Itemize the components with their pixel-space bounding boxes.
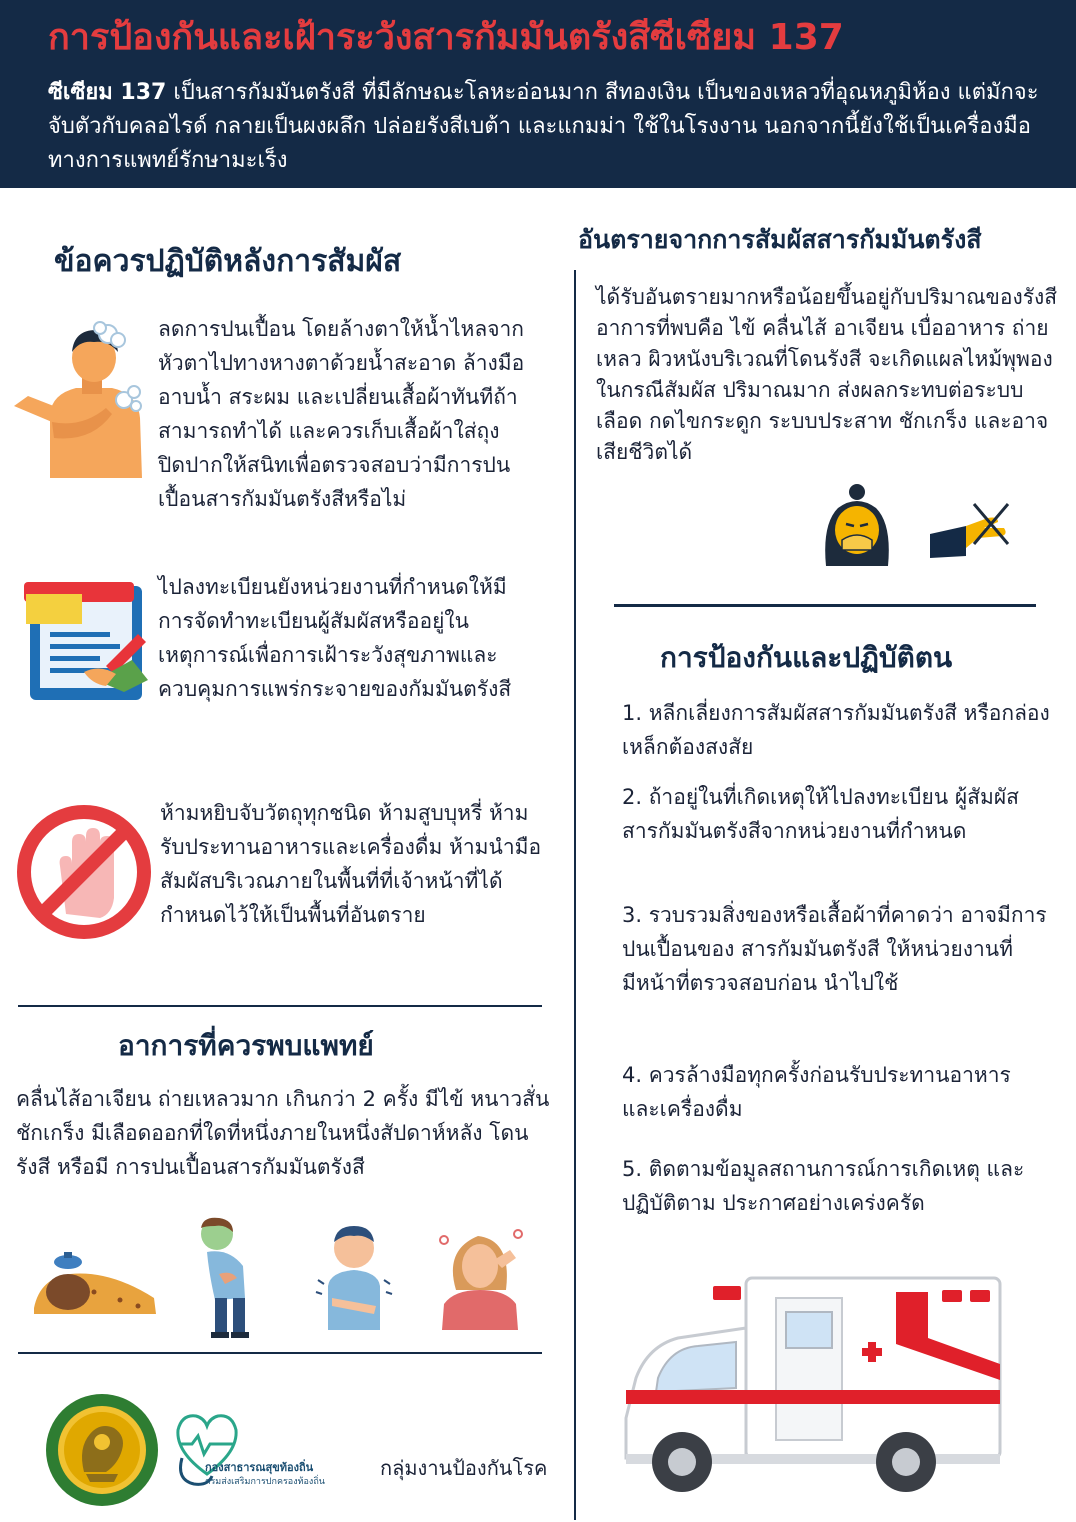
ambulance-icon	[618, 1268, 1008, 1500]
after-contact-heading: ข้อควรปฏิบัติหลังการสัมผัส	[54, 244, 402, 279]
intro-text	[48, 76, 1048, 178]
stomach-ache-person-icon	[185, 1214, 269, 1340]
logo2-line1: กองสาธารณสุขท้องถิ่น	[205, 1461, 314, 1474]
sick-lying-person-icon	[30, 1248, 160, 1318]
department-seal-logo	[44, 1392, 160, 1508]
symptoms-heading: อาการที่ควรพบแพทย์	[118, 1029, 374, 1062]
no-touch-hand-cross-icon	[926, 498, 1014, 560]
footer-group-name: กลุ่มงานป้องกันโรค	[380, 1456, 548, 1480]
after-contact-item-3: ห้ามหยิบจับวัตถุทุกชนิด ห้ามสูบบุหรี่ ห้ามรับประทานอาหารและเครื่องดื่ม ห้ามนำมือสัมผัสบริเวณภายในพื้นที่ที่เจ้าหน้าที่ได้ กำหนดไว้ให้เป็นพื้นที่อันตราย	[160, 801, 542, 927]
symptoms-text: คลื่นไส้อาเจียน ถ่ายเหลวมาก เกินกว่า 2 ครั้ง มีไข้ หนาวสั่น ชักเกร็ง มีเลือดออกที่ใดที่หนึ่งภายในหนึ่งสัปดาห์หลัง โดนรังสี หรือมี การปนเปื้อนสารกัมมันตรังสี	[16, 1087, 550, 1179]
intro-lead: ซีเซียม 137	[48, 80, 167, 105]
divider-right	[614, 604, 1036, 607]
no-touch-hand-icon	[14, 802, 154, 942]
intro-body: เป็นสารกัมมันตรังสี ที่มีลักษณะโลหะอ่อนมาก สีทองเงิน เป็นของเหลวที่อุณหภูมิห้อง แต่มักจะจับตัวกับคลอไรด์ กลายเป็นผงผลึก ปล่อยรังสีเบต้า และแกมม่า ใช้ในโรงงาน นอกจากนี้ยังใช้เป็นเครื่องมือทางการแพทย์รักษามะเร็ง	[48, 80, 1039, 173]
divider-left-2	[18, 1352, 542, 1354]
nauseous-woman-icon	[816, 484, 898, 566]
shower-person-icon	[12, 318, 152, 478]
after-contact-item-1: ลดการปนเปื้อน โดยล้างตาให้น้ำไหลจากหัวตาไปทางหางตาด้วยน้ำสะอาด ล้างมือ อาบน้ำ สระผม และเปลี่ยนเสื้อผ้าทันทีถ้าสามารถทำได้ และควรเก็บเสื้อผ้าใส่ถุงปิดปากให้สนิทเพื่อตรวจสอบว่ามีการปนเปื้อนสารกัมมันตรังสีหรือไม่	[158, 317, 525, 511]
prevention-item-1: 1. หลีกเลี่ยงการสัมผัสสารกัมมันตรังสี หรือกล่องเหล็กต้องสงสัย	[622, 701, 1050, 759]
headache-woman-icon	[434, 1220, 526, 1330]
logo2-line2: กรมส่งเสริมการปกครองท้องถิ่น	[205, 1477, 325, 1487]
divider-left-1	[18, 1005, 542, 1007]
after-contact-item-2: ไปลงทะเบียนยังหน่วยงานที่กำหนดให้มีการจัดทำทะเบียนผู้สัมผัสหรืออยู่ในเหตุการณ์เพื่อการเฝ้าระวังสุขภาพและควบคุมการแพร่กระจายของกัมมันตรังสี	[158, 575, 512, 701]
prevention-item-5: 5. ติดตามข้อมูลสถานการณ์การเกิดเหตุ และปฏิบัติตาม ประกาศอย่างเคร่งครัด	[622, 1157, 1025, 1215]
header-banner	[0, 0, 1076, 188]
prevention-item-4: 4. ควรล้างมือทุกครั้งก่อนรับประทานอาหาร และเครื่องดื่ม	[622, 1063, 1011, 1121]
shivering-person-icon	[314, 1220, 394, 1330]
page-title: การป้องกันและเฝ้าระวังสารกัมมันตรังสีซีเซียม 137	[48, 17, 844, 58]
danger-heading: อันตรายจากการสัมผัสสารกัมมันตรังสี	[578, 225, 982, 254]
prevention-item-3: 3. รวบรวมสิ่งของหรือเสื้อผ้าที่คาดว่า อาจมีการปนเปื้อนของ สารกัมมันตรังสี ให้หน่วยงานที่มีหน้าที่ตรวจสอบก่อน นำไปใช้	[622, 903, 1047, 995]
danger-text: ได้รับอันตรายมากหรือน้อยขึ้นอยู่กับปริมาณของรังสี อาการที่พบคือ ไข้ คลื่นไส้ อาเจียน เบื่ออาหาร ถ่ายเหลว ผิวหนังบริเวณที่โดนรังสี จะเกิดแผลไหม้พุพอง ในกรณีสัมผัส ปริมาณมาก ส่งผลกระทบต่อระบบเลือด กดไขกระดูก ระบบประสาท ชักเกร็ง และอาจเสียชีวิตได้	[596, 285, 1058, 464]
register-document-icon	[20, 580, 150, 710]
prevention-item-2: 2. ถ้าอยู่ในที่เกิดเหตุให้ไปลงทะเบียน ผู้สัมผัสสารกัมมันตรังสีจากหน่วยงานที่กำหนด	[622, 785, 1019, 843]
vertical-divider	[574, 270, 576, 1520]
prevention-heading: การป้องกันและปฏิบัติตน	[660, 641, 953, 674]
